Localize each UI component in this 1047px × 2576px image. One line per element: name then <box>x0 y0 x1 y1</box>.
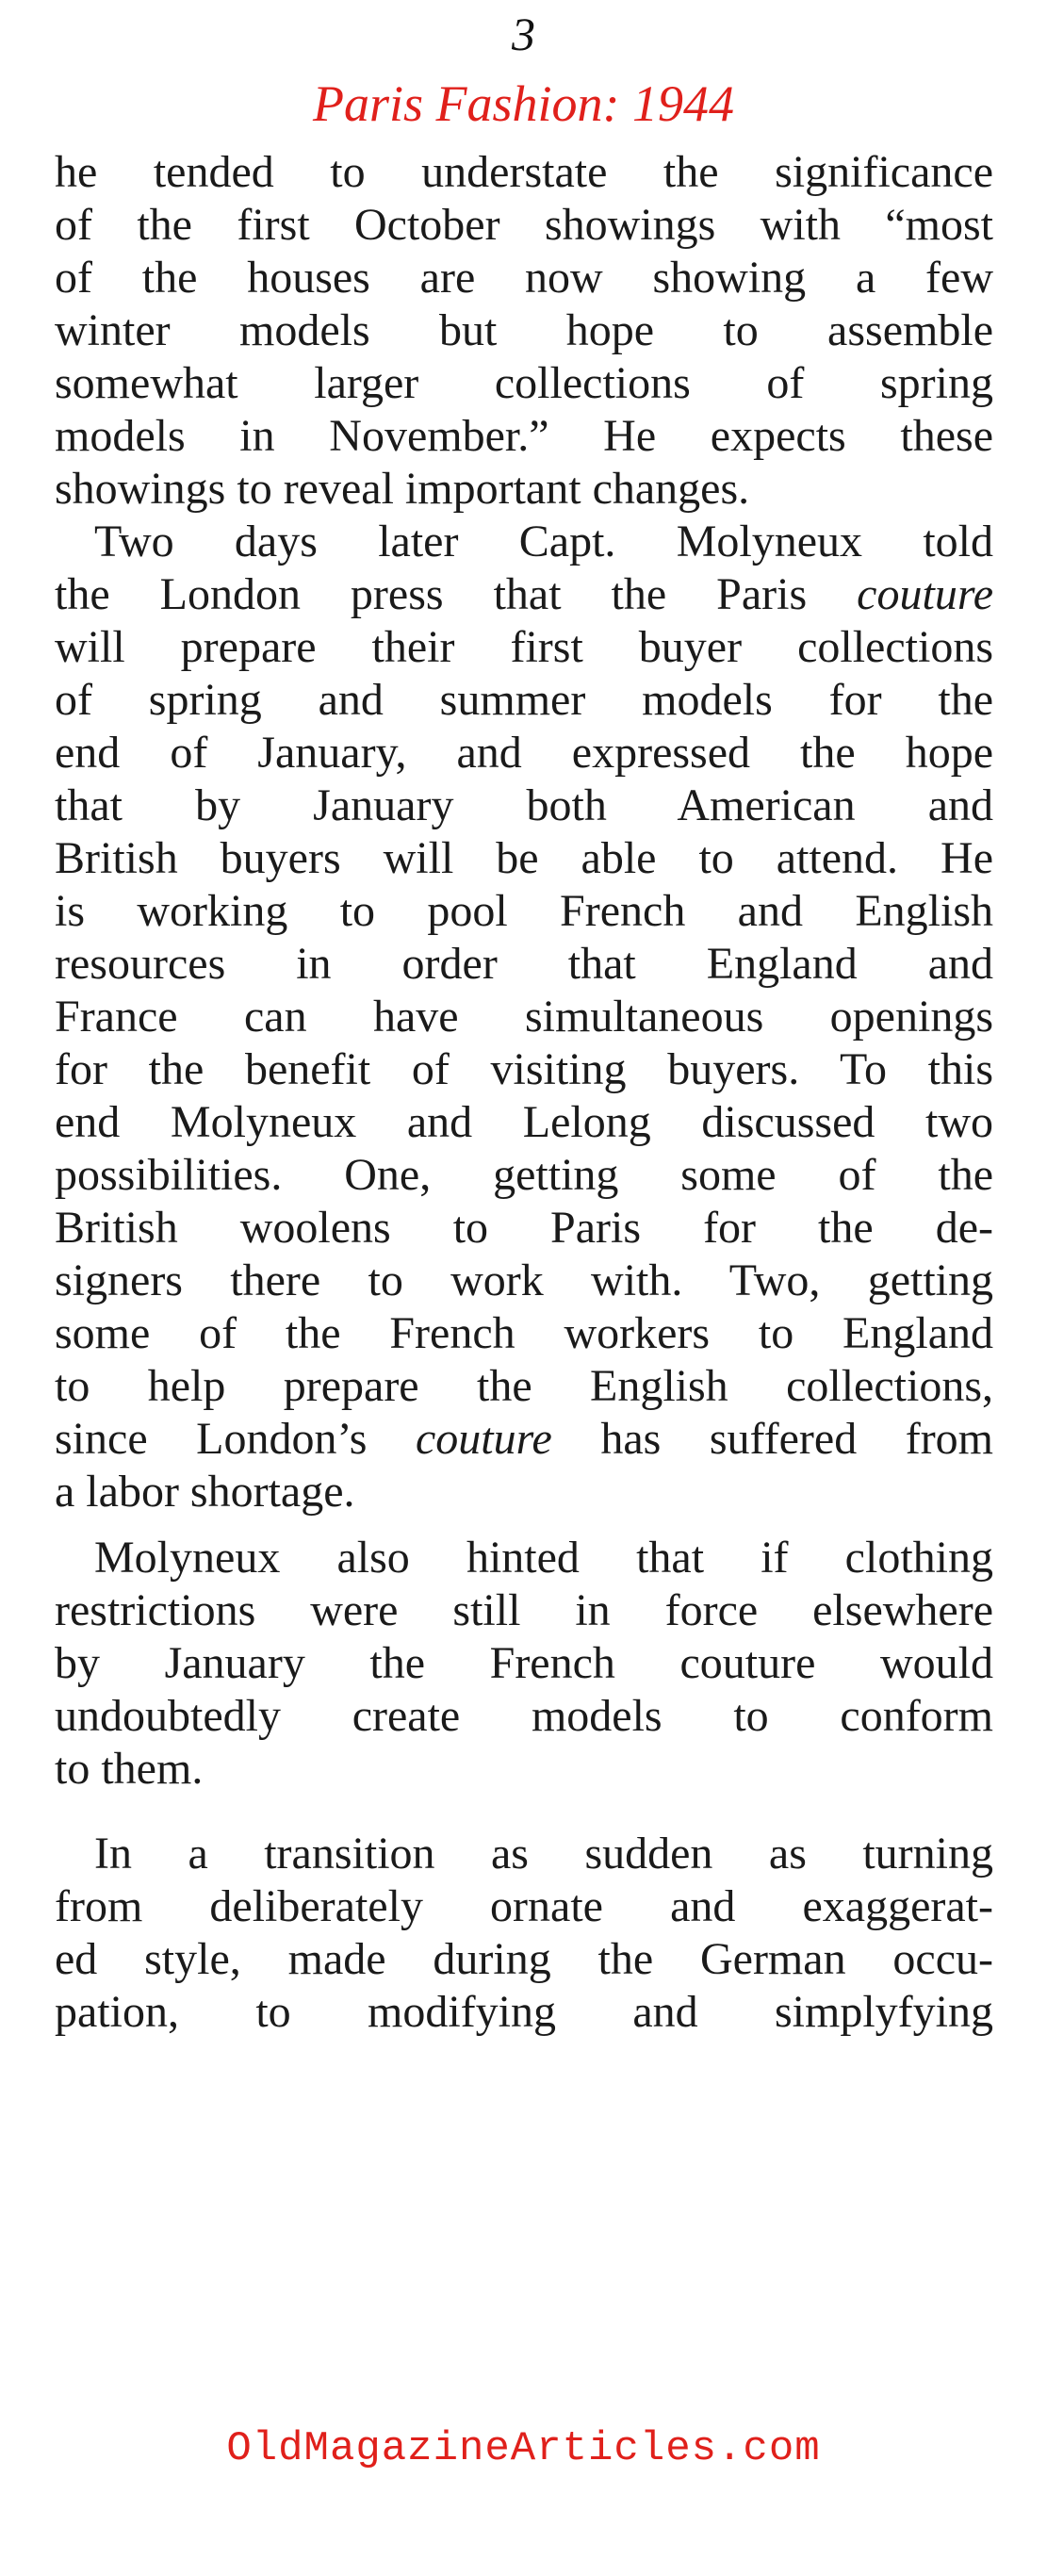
page-title: Paris Fashion: 1944 <box>312 75 734 132</box>
text-line: from deliberately ornate and exaggerat- <box>55 1881 993 1931</box>
text-line: British buyers will be able to attend. He <box>55 833 993 883</box>
text-line: to help prepare the English collections, <box>55 1361 993 1411</box>
text-line: Molyneux also hinted that if clothing <box>94 1533 993 1583</box>
article-body <box>55 146 993 2039</box>
text-line: to them. <box>55 1744 204 1794</box>
text-line: of spring and summer models for the <box>55 675 993 725</box>
text-line: ed style, made during the German occu- <box>55 1934 993 1984</box>
text-line: restrictions were still in force elsewhere <box>55 1585 993 1635</box>
text-line: that by January both American and <box>55 780 993 830</box>
text-line: by January the French couture would <box>55 1638 993 1688</box>
text-line: France can have simultaneous openings <box>55 992 993 1042</box>
text-line: pation, to modifying and simplyfying <box>55 1987 993 2037</box>
paragraph-spacer <box>55 1796 993 1828</box>
text-line: of the houses are now showing a few <box>55 253 993 303</box>
site-watermark: OldMagazineArticles.com <box>226 2425 821 2472</box>
paragraph-spacer <box>55 1518 993 1532</box>
text-line: winter models but hope to assemble <box>55 305 993 355</box>
text-segment: since London’s <box>55 1414 368 1464</box>
paragraph-1 <box>55 146 993 516</box>
text-line: he tended to understate the significance <box>55 147 993 197</box>
text-line: for the benefit of visiting buyers. To this <box>55 1044 993 1094</box>
text-line: is working to pool French and English <box>55 886 993 936</box>
emphasis-text: couture <box>857 569 993 619</box>
text-line: In a transition as sudden as turning <box>94 1829 993 1879</box>
text-line: end Molyneux and Lelong discussed two <box>55 1097 993 1147</box>
page-number: 3 <box>512 8 535 60</box>
paragraph-3 <box>55 1532 993 1796</box>
text-line: resources in order that England and <box>55 939 993 989</box>
text-line: showings to reveal important changes. <box>55 464 750 514</box>
text-line: models in November.” He expects these <box>55 411 993 461</box>
paragraph-2 <box>55 516 993 1518</box>
paragraph-4 <box>55 1828 993 2039</box>
text-segment: has suffered from <box>600 1414 993 1464</box>
text-line: some of the French workers to England <box>55 1308 993 1358</box>
text-line: somewhat larger collections of spring <box>55 358 993 408</box>
text-line: possibilities. One, getting some of the <box>55 1150 993 1200</box>
text-line: a labor shortage. <box>55 1467 355 1517</box>
text-line: undoubtedly create models to conform <box>55 1691 993 1741</box>
text-line: will prepare their first buyer collections <box>55 622 993 672</box>
text-line <box>55 568 993 621</box>
text-line: signers there to work with. Two, getting <box>55 1255 993 1305</box>
text-line: British woolens to Paris for the de- <box>55 1203 993 1253</box>
text-line: Two days later Capt. Molyneux told <box>94 517 993 566</box>
text-segment: the London press that the Paris <box>55 569 808 619</box>
emphasis-text: couture <box>415 1414 552 1464</box>
text-line: of the first October showings with “most <box>55 200 993 250</box>
text-line: end of January, and expressed the hope <box>55 728 993 778</box>
text-line <box>55 1413 993 1466</box>
